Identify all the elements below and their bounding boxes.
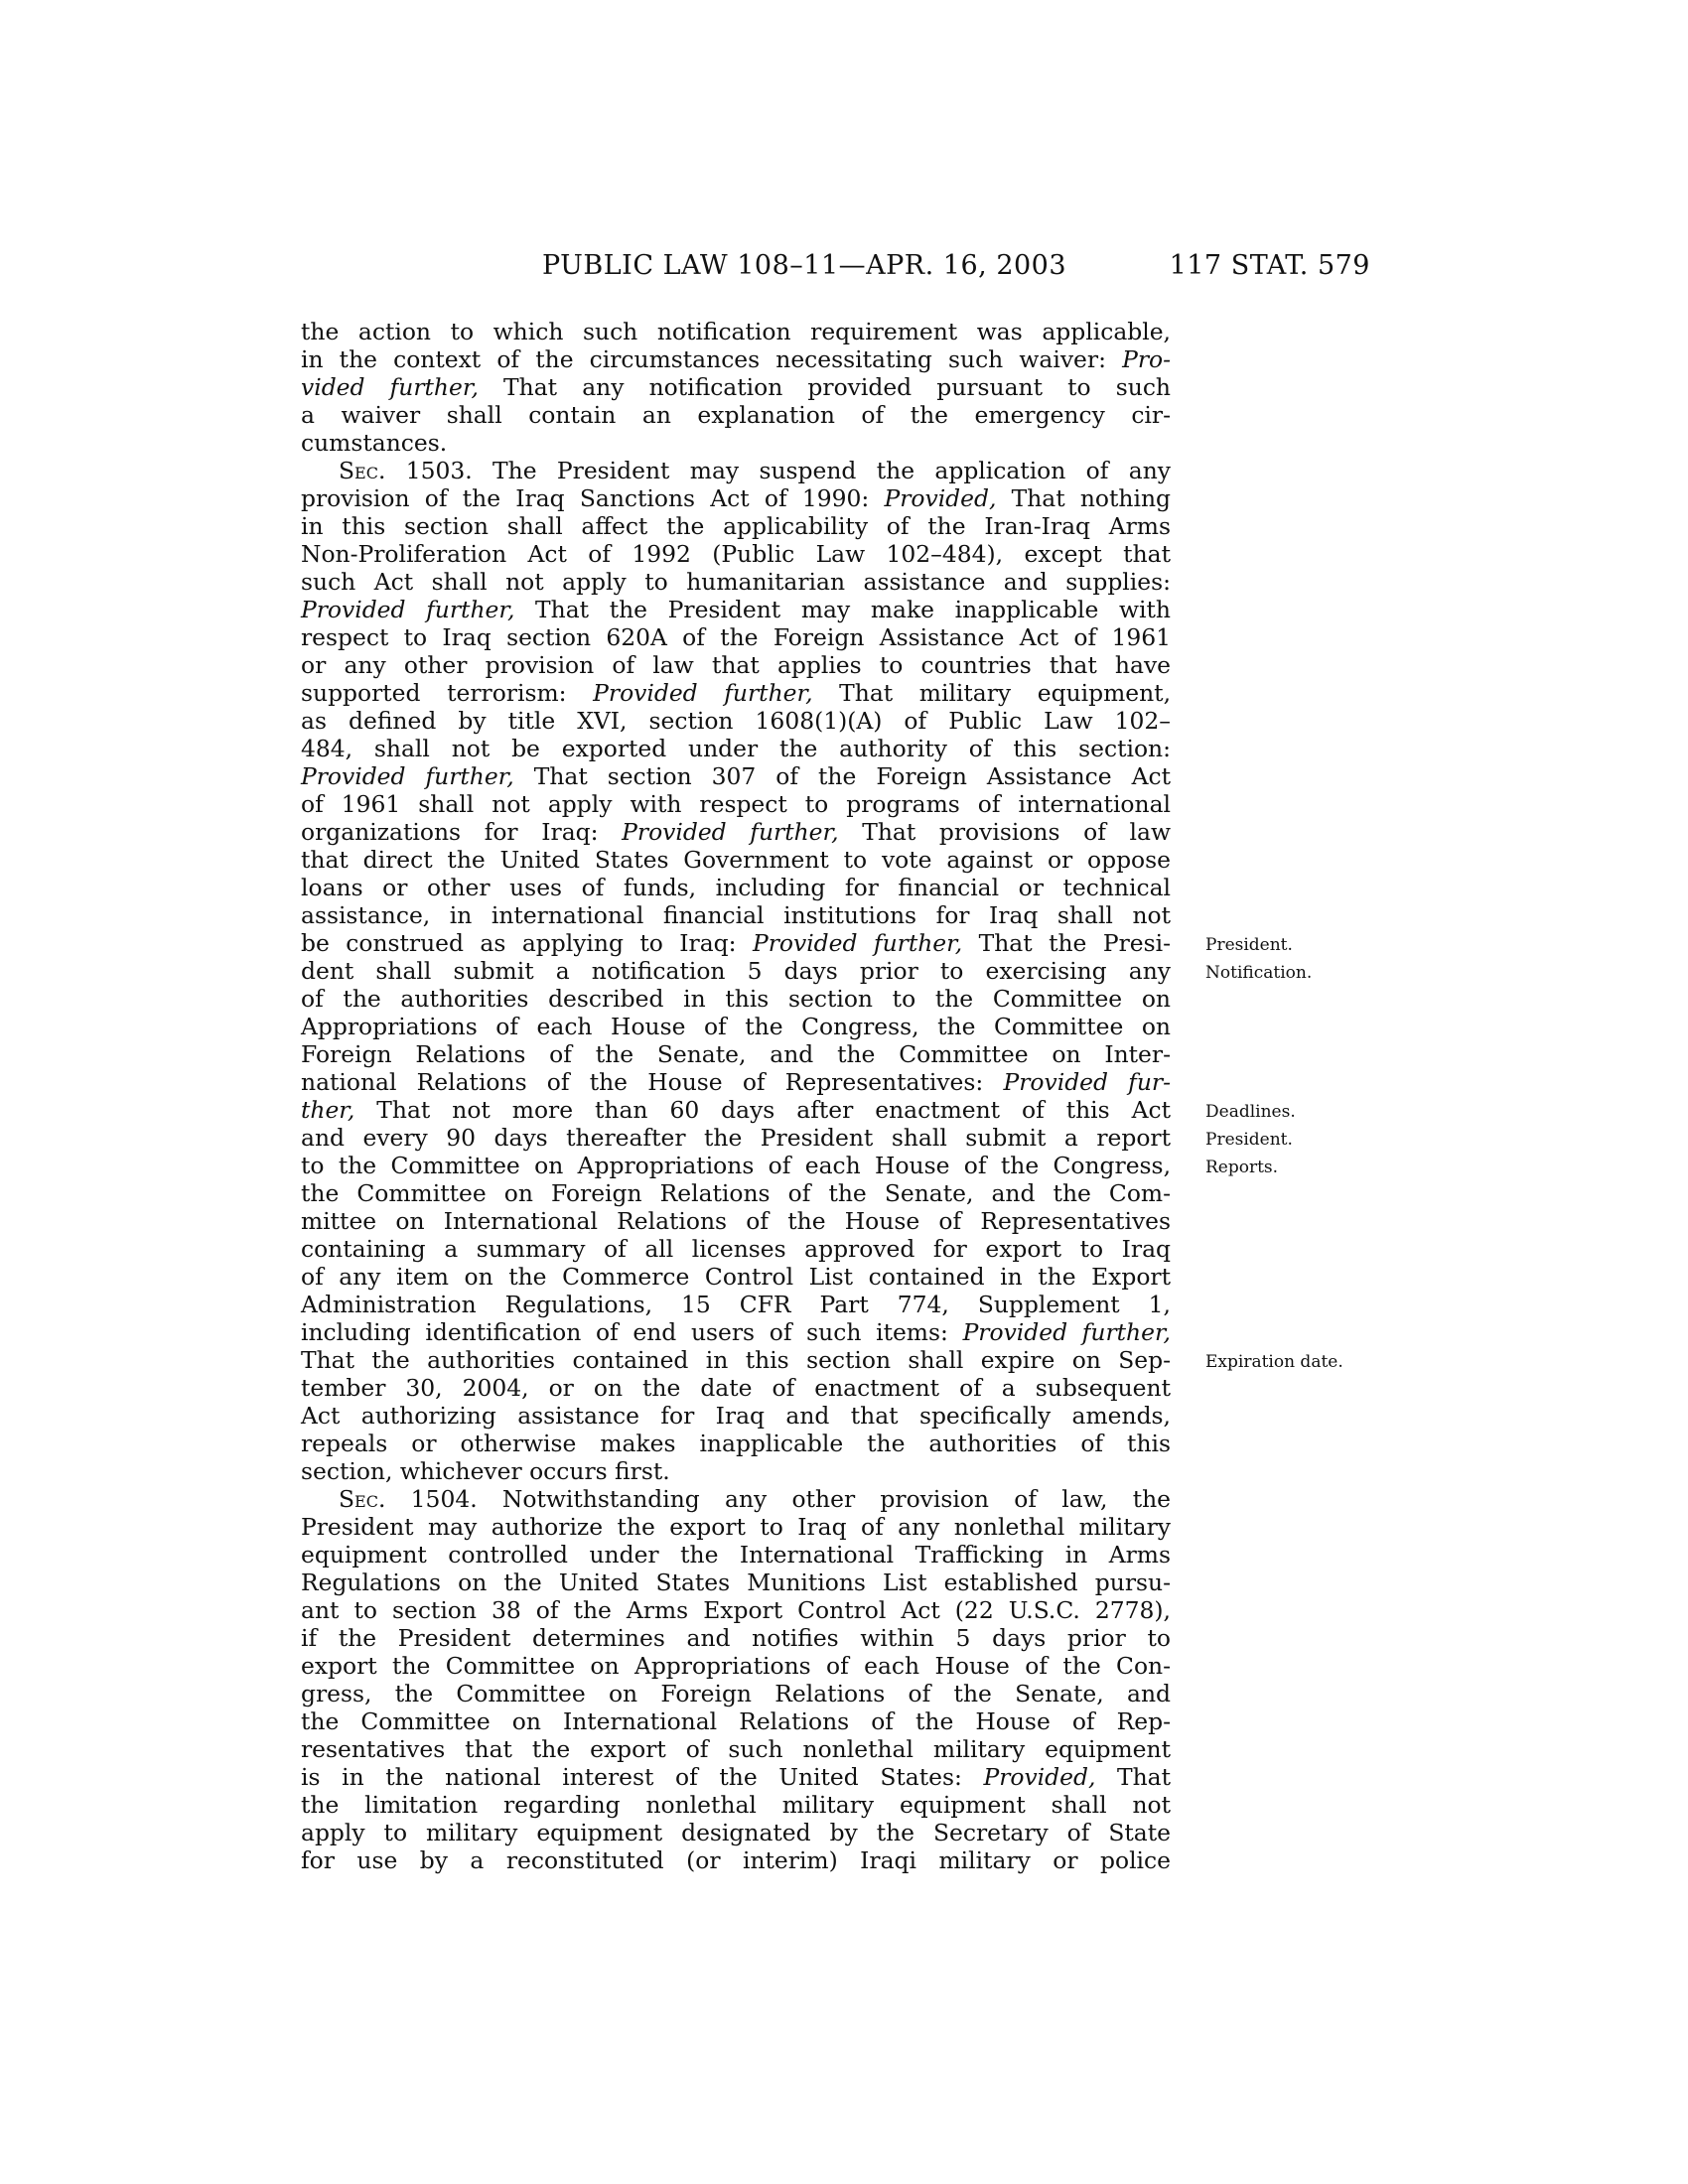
text-line: equipment controlled under the International Trafficking in Arms [301,1541,1171,1569]
text-line: repeals or otherwise makes inapplicable the authorities of this [301,1430,1171,1457]
text-line: supported terrorism: Provided further, That military equipment, [301,679,1172,707]
text-line: for use by a reconstituted (or interim) Iraqi military or police [301,1846,1171,1874]
text-line: organizations for Iraq: Provided further, That provisions of law [301,818,1171,846]
text-line: a waiver shall contain an explanation of the emergency cir- [301,401,1171,429]
text-line: cumstances. [301,429,448,457]
text-line: that direct the United States Government to vote against or oppose [301,846,1171,874]
text-line: national Relations of the House of Representatives: Provided fur- [301,1068,1171,1096]
text-line: Regulations on the United States Munitions List established pursu- [301,1569,1171,1596]
text-line: of the authorities described in this section to the Committee on [301,985,1171,1013]
text-line: export the Committee on Appropriations of each House of the Con- [301,1652,1171,1680]
text-line: assistance, in international financial institutions for Iraq shall not [301,901,1171,929]
text-line: in this section shall affect the applicability of the Iran-Iraq Arms [301,512,1171,540]
text-line: ther, That not more than 60 days after enactment of this Act [301,1096,1171,1124]
text-line: Act authorizing assistance for Iraq and that specifically amends, [301,1402,1171,1430]
text-line: apply to military equipment designated by the Secretary of State [301,1819,1171,1846]
text-line: gress, the Committee on Foreign Relations of the Senate, and [301,1680,1171,1707]
text-line: such Act shall not apply to humanitarian assistance and supplies: [301,568,1171,596]
text-line: section, whichever occurs first. [301,1457,670,1485]
text-line: be construed as applying to Iraq: Provided further, That the Presi- [301,929,1171,957]
text-line: in the context of the circumstances necessitating such waiver: Pro- [301,345,1171,373]
text-line: 484, shall not be exported under the authority of this section: [301,735,1171,762]
text-line: or any other provision of law that applies to countries that have [301,651,1171,679]
text-line: including identification of end users of such items: Provided further, [301,1318,1171,1346]
text-line: as defined by title XVI, section 1608(1)(A) of Public Law 102– [301,707,1171,735]
text-line: tember 30, 2004, or on the date of enactment of a subsequent [301,1374,1171,1402]
text-line: Non-Proliferation Act of 1992 (Public Law 102–484), except that [301,540,1171,568]
text-line: and every 90 days thereafter the President shall submit a report [301,1124,1171,1152]
text-line: Administration Regulations, 15 CFR Part 774, Supplement 1, [301,1291,1171,1318]
margin-note: President. [1205,935,1293,955]
text-line: containing a summary of all licenses approved for export to Iraq [301,1235,1171,1263]
text-line: the Committee on Foreign Relations of the Senate, and the Com- [301,1179,1171,1207]
text-line: the Committee on International Relations of the House of Rep- [301,1707,1171,1735]
text-line: provision of the Iraq Sanctions Act of 1990: Provided, That nothing [301,484,1172,512]
text-line: ant to section 38 of the Arms Export Control Act (22 U.S.C. 2778), [301,1596,1171,1624]
text-line: dent shall submit a notification 5 days prior to exercising any [301,957,1171,985]
text-line: Appropriations of each House of the Congress, the Committee on [301,1013,1171,1040]
text-line: mittee on International Relations of the House of Representatives [301,1207,1171,1235]
text-line: respect to Iraq section 620A of the Foreign Assistance Act of 1961 [301,623,1171,651]
margin-note: Reports. [1205,1158,1279,1177]
text-line: loans or other uses of funds, including for financial or technical [301,874,1171,901]
text-line: if the President determines and notifies within 5 days prior to [301,1624,1171,1652]
text-line: of any item on the Commerce Control List contained in the Export [301,1263,1171,1291]
statute-page-reference: 117 STAT. 579 [1169,250,1370,281]
text-line: the action to which such notification requirement was applicable, [301,318,1171,345]
text-line: is in the national interest of the United States: Provided, That [301,1763,1171,1791]
text-line: the limitation regarding nonlethal military equipment shall not [301,1791,1171,1819]
margin-note: Deadlines. [1205,1102,1296,1122]
text-line: vided further, That any notification provided pursuant to such [301,373,1171,401]
margin-note: Notification. [1205,963,1313,983]
text-line: President may authorize the export to Iraq of any nonlethal military [301,1513,1171,1541]
text-line: Provided further, That the President may make inapplicable with [301,596,1171,623]
text-line: Provided further, That section 307 of the Foreign Assistance Act [301,762,1171,790]
text-line: Foreign Relations of the Senate, and the Committee on Inter- [301,1040,1171,1068]
text-line: to the Committee on Appropriations of each House of the Congress, [301,1152,1171,1179]
text-line: resentatives that the export of such nonlethal military equipment [301,1735,1171,1763]
margin-note: Expiration date. [1205,1352,1343,1372]
text-line: That the authorities contained in this section shall expire on Sep- [301,1346,1171,1374]
running-head-title: PUBLIC LAW 108–11—APR. 16, 2003 [541,250,1067,281]
running-header [298,250,1370,290]
statute-body-text [301,318,1171,1874]
margin-note: President. [1205,1130,1293,1150]
text-line: Sec. 1504. Notwithstanding any other provision of law, the [339,1485,1171,1513]
text-line: of 1961 shall not apply with respect to programs of international [301,790,1171,818]
text-line: Sec. 1503. The President may suspend the application of any [339,457,1171,484]
